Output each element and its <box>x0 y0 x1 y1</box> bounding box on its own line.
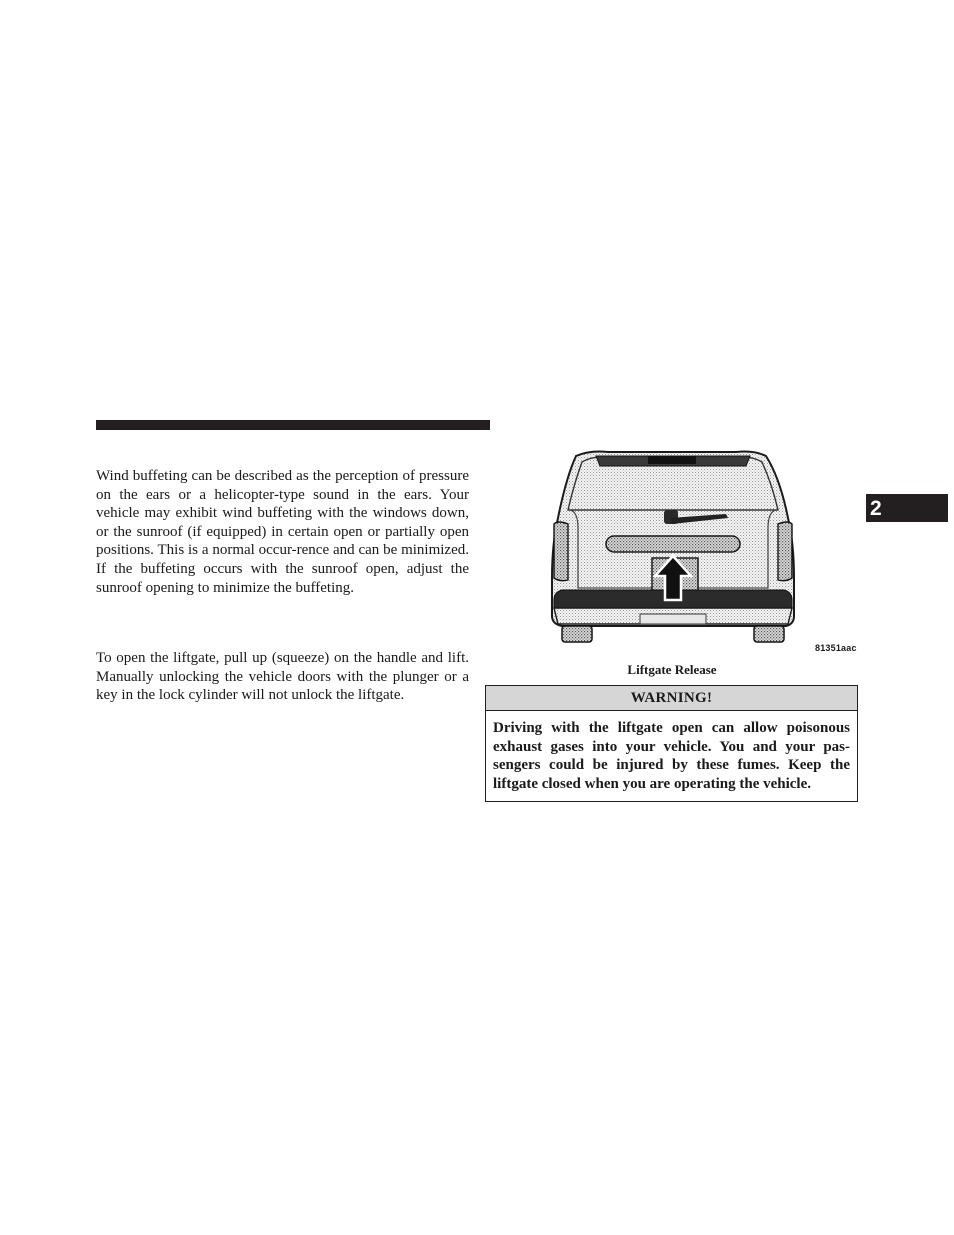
section-divider-bar <box>96 420 490 430</box>
figure-code: 81351aac <box>815 643 857 653</box>
liftgate-release-illustration <box>548 448 858 656</box>
warning-box <box>485 685 858 802</box>
wind-buffeting-paragraph: Wind buffeting can be described as the perception of pressure on the ears or a helicopter-type sound in the ears. Your vehicle may exhibit wind buffeting with the windows down, or the sunroof (if equipped) in certain open or partially open positions. This is a normal occur-rence and can be minimized. If the buffeting occurs with the sunroof open, adjust the sunroof opening to minimize the buffeting. <box>96 468 469 596</box>
liftgate-paragraph: To open the liftgate, pull up (squeeze) on the handle and lift. Manually unlocking the vehicle doors with the plunger or a key in the lock cylinder will not unlock the liftgate. <box>96 650 469 704</box>
figure-caption: Liftgate Release <box>627 662 717 677</box>
chapter-tab: 2 <box>866 494 948 522</box>
warning-title: WARNING! <box>486 686 857 711</box>
warning-text: Driving with the liftgate open can allow poisonous exhaust gases into your vehicle. You and your pas-sengers could be injured by these fumes. Keep the liftgate closed when you are operating the vehicle. <box>493 720 850 792</box>
